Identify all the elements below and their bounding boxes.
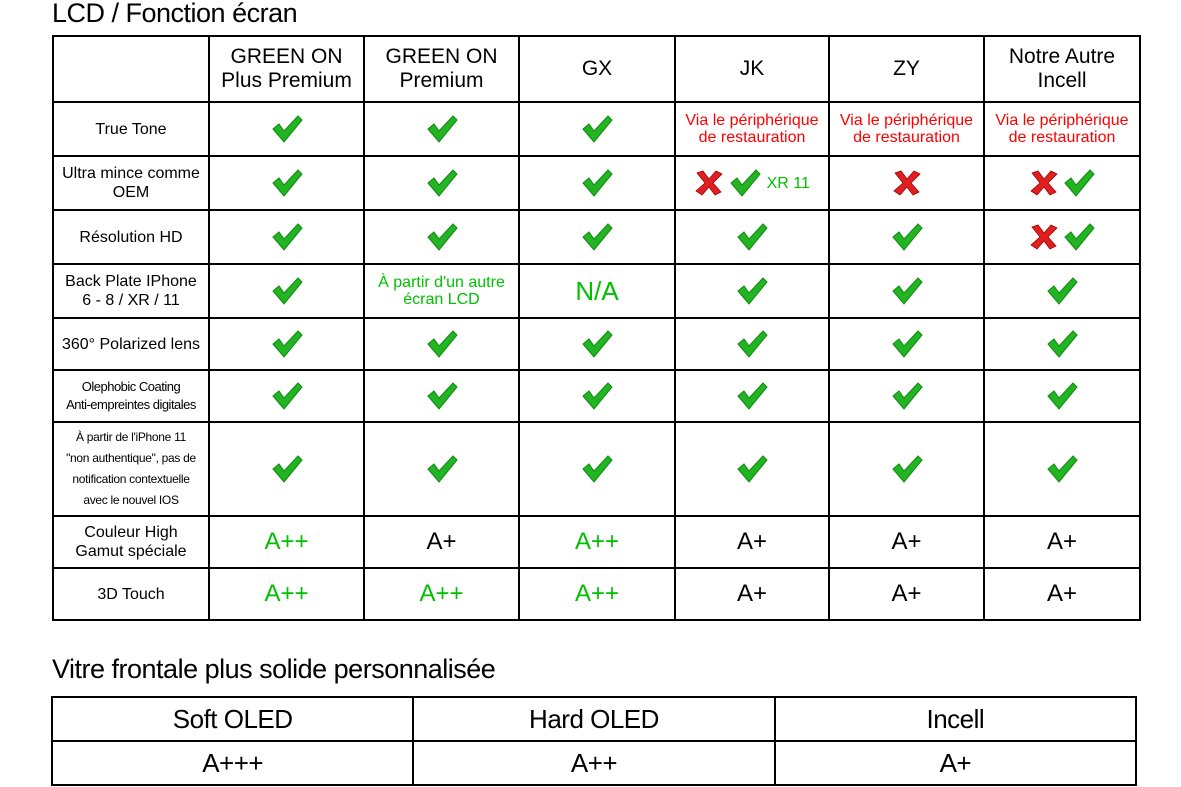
check-icon (1046, 276, 1078, 306)
check-cell (984, 370, 1140, 422)
check-icon (271, 454, 303, 484)
check-icon (891, 381, 923, 411)
row-label (53, 422, 209, 516)
table-row (53, 516, 1140, 568)
grade-value: A++ (209, 568, 364, 620)
check-icon (271, 329, 303, 359)
check-icon (426, 222, 458, 252)
cross-icon (892, 170, 922, 196)
cross-check-cell (984, 156, 1140, 210)
table-row (53, 568, 1140, 620)
cross-icon (694, 170, 724, 196)
text-line: de restauration (1008, 129, 1116, 146)
column-header (364, 36, 519, 102)
table-row (53, 264, 1140, 318)
check-icon (271, 114, 303, 144)
check-cell (675, 318, 829, 370)
text-line: Via le périphérique (839, 112, 974, 129)
restoration-note (984, 102, 1140, 156)
check-icon (271, 276, 303, 306)
restoration-note (829, 102, 984, 156)
check-icon (1063, 222, 1095, 252)
grade-value: A++ (519, 568, 675, 620)
table-row (53, 318, 1140, 370)
text-line: Anti-empreintes digitales (66, 397, 196, 412)
text-line: Incell (1037, 69, 1087, 92)
check-cell (675, 370, 829, 422)
glass-header: Hard OLED (413, 697, 774, 741)
text-line: 3D Touch (97, 585, 165, 603)
check-icon (581, 114, 613, 144)
check-icon (891, 454, 923, 484)
grade-value: A+ (364, 516, 519, 568)
glass-value: A+ (775, 741, 1136, 785)
glass-value: A+++ (52, 741, 413, 785)
check-cell (209, 422, 364, 516)
text-line: JK (739, 57, 765, 80)
check-icon (581, 329, 613, 359)
check-cell (829, 264, 984, 318)
check-cell (829, 422, 984, 516)
text-line: de restauration (698, 129, 806, 146)
check-icon (1046, 381, 1078, 411)
check-icon (271, 168, 303, 198)
note-text: XR 11 (766, 174, 810, 192)
check-cell (364, 422, 519, 516)
text-line: True Tone (95, 120, 167, 138)
check-cell (829, 210, 984, 264)
text-line: notification contextuelle (72, 472, 190, 486)
text-line: OEM (112, 184, 150, 201)
check-cell (675, 422, 829, 516)
text-line: Olephobic Coating (81, 379, 181, 394)
check-icon (426, 381, 458, 411)
check-cell (209, 264, 364, 318)
check-icon (736, 381, 768, 411)
column-header (209, 36, 364, 102)
corner-cell (53, 36, 209, 102)
glass-table (51, 696, 1137, 786)
check-cell (519, 422, 675, 516)
text-line: 360° Polarized lens (61, 335, 201, 353)
check-cell (209, 156, 364, 210)
text-line: Gamut spéciale (75, 543, 187, 560)
check-icon (1046, 329, 1078, 359)
glass-header: Soft OLED (52, 697, 413, 741)
text-line: écran LCD (403, 291, 480, 308)
check-cell (209, 370, 364, 422)
column-header (675, 36, 829, 102)
text-line: Via le périphérique (995, 112, 1129, 129)
check-cell (675, 264, 829, 318)
check-icon (729, 168, 761, 198)
check-icon (581, 454, 613, 484)
cross-check-cell (675, 156, 829, 210)
check-cell (209, 102, 364, 156)
table-row (53, 156, 1140, 210)
row-label (53, 210, 209, 264)
check-cell (675, 210, 829, 264)
row-label (53, 156, 209, 210)
text-line: de restauration (853, 129, 960, 146)
grade-value: A++ (364, 568, 519, 620)
row-label (53, 568, 209, 620)
grade-value: A+ (829, 516, 984, 568)
glass-value: A++ (413, 741, 774, 785)
text-line: Notre Autre (1008, 45, 1116, 68)
check-cell (519, 156, 675, 210)
check-icon (736, 329, 768, 359)
comparison-table (52, 35, 1141, 621)
row-label (53, 102, 209, 156)
cross-cell (829, 156, 984, 210)
grade-value: A+ (675, 516, 829, 568)
check-icon (891, 329, 923, 359)
text-line: À partir de l'iPhone 11 (76, 430, 186, 444)
check-cell (519, 102, 675, 156)
section-title-glass: Vitre frontale plus solide personnalisée (52, 654, 496, 684)
check-cell (209, 210, 364, 264)
text-line: "non authentique", pas de (66, 451, 196, 465)
text-line: Couleur High (84, 524, 178, 541)
glass-header: Incell (775, 697, 1136, 741)
check-cell (519, 318, 675, 370)
text-line: Plus Premium (221, 69, 352, 92)
text-line: Premium (399, 69, 484, 92)
row-label (53, 264, 209, 318)
grade-value: A+ (675, 568, 829, 620)
check-icon (426, 329, 458, 359)
row-label (53, 318, 209, 370)
check-icon (426, 114, 458, 144)
row-label (53, 516, 209, 568)
check-cell (829, 318, 984, 370)
table-row (53, 370, 1140, 422)
check-icon (271, 381, 303, 411)
na-value: N/A (519, 264, 675, 318)
check-icon (736, 222, 768, 252)
check-icon (891, 222, 923, 252)
check-cell (984, 318, 1140, 370)
cross-check-cell (984, 210, 1140, 264)
check-cell (519, 370, 675, 422)
text-line: GX (581, 57, 613, 80)
check-cell (984, 422, 1140, 516)
text-line: 6 - 8 / XR / 11 (82, 292, 180, 309)
check-icon (891, 276, 923, 306)
column-header (519, 36, 675, 102)
text-line: GREEN ON (385, 45, 498, 68)
row-label (53, 370, 209, 422)
grade-value: A+ (984, 568, 1140, 620)
check-cell (829, 370, 984, 422)
grade-value: A+ (829, 568, 984, 620)
cross-icon (1029, 224, 1059, 250)
section-title-lcd: LCD / Fonction écran (52, 0, 298, 28)
table-row (53, 102, 1140, 156)
check-icon (426, 168, 458, 198)
text-line: GREEN ON (230, 45, 343, 68)
restoration-note (675, 102, 829, 156)
check-cell (519, 210, 675, 264)
check-cell (364, 370, 519, 422)
check-icon (271, 222, 303, 252)
text-line: À partir d'un autre (378, 274, 505, 291)
grade-value: A++ (519, 516, 675, 568)
text-line: Back Plate IPhone (65, 273, 197, 290)
check-icon (736, 276, 768, 306)
table-row (53, 422, 1140, 516)
check-cell (364, 102, 519, 156)
check-cell (209, 318, 364, 370)
table-row (53, 210, 1140, 264)
text-line: Résolution HD (79, 228, 183, 246)
cross-icon (1029, 170, 1059, 196)
green-note (364, 264, 519, 318)
check-icon (1046, 454, 1078, 484)
check-cell (364, 210, 519, 264)
check-cell (364, 318, 519, 370)
grade-value: A+ (984, 516, 1140, 568)
check-icon (736, 454, 768, 484)
check-icon (581, 381, 613, 411)
text-line: Ultra mince comme (62, 165, 200, 182)
check-icon (581, 168, 613, 198)
text-line: Via le périphérique (685, 112, 819, 129)
check-icon (581, 222, 613, 252)
check-icon (1063, 168, 1095, 198)
text-line: avec le nouvel IOS (83, 493, 179, 507)
check-icon (426, 454, 458, 484)
column-header (829, 36, 984, 102)
text-line: ZY (893, 57, 920, 80)
column-header (984, 36, 1140, 102)
grade-value: A++ (209, 516, 364, 568)
check-cell (364, 156, 519, 210)
check-cell (984, 264, 1140, 318)
